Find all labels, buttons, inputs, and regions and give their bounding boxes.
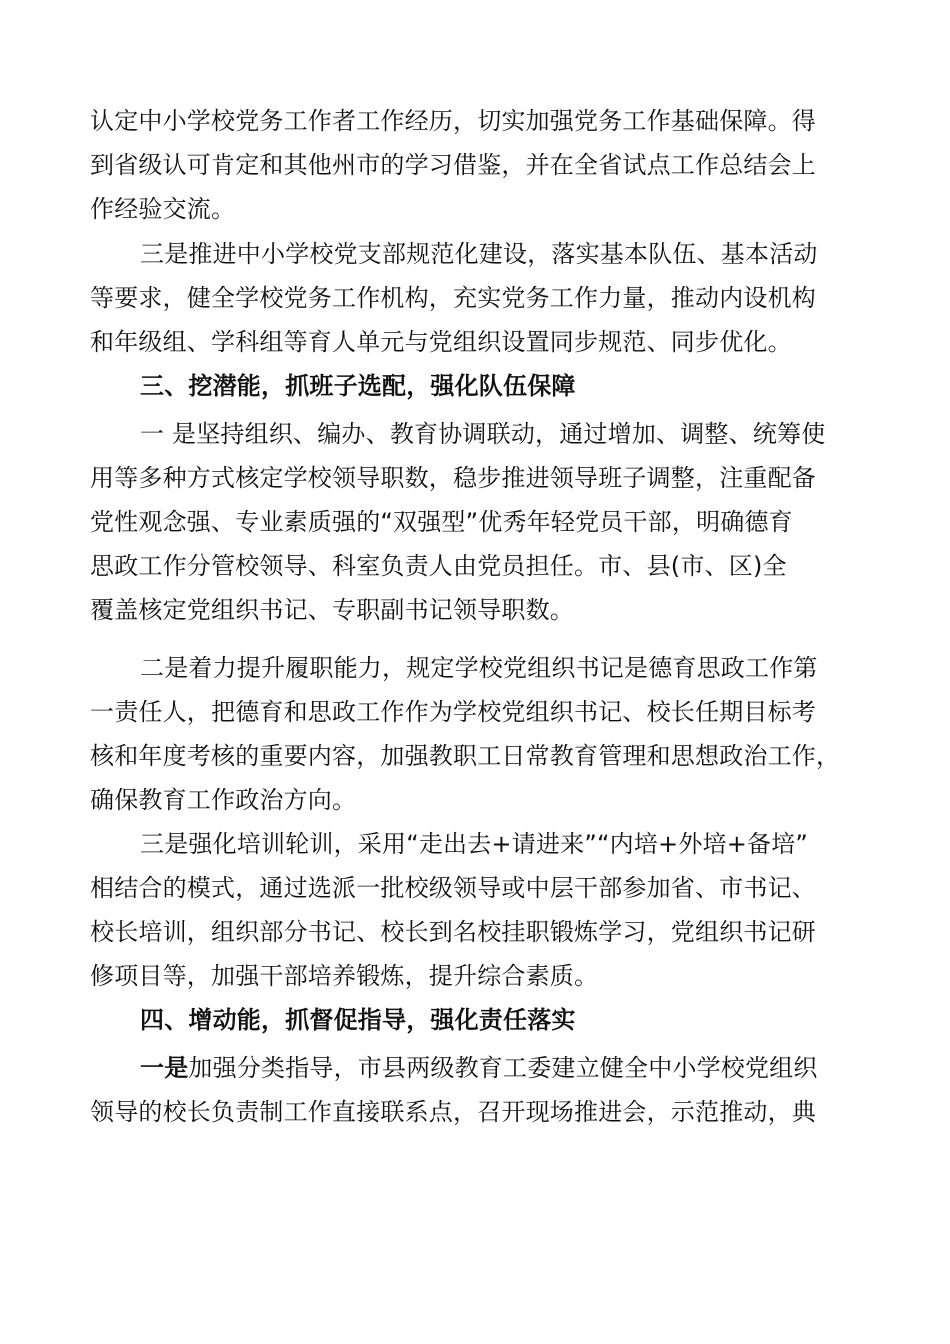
paragraph-line: 和年级组、学科组等育人单元与党组织设置同步规范、同步优化。 xyxy=(90,328,792,356)
section-heading: 三、挖潜能，抓班子选配，强化队伍保障 xyxy=(140,372,576,400)
paragraph-line: 校长培训，组织部分书记、校长到名校挂职锻炼学习，党组织书记研 xyxy=(90,918,816,946)
paragraph-line: 核和年度考核的重要内容，加强教职工日常教育管理和思想政治工作， xyxy=(90,742,841,770)
paragraph-text: 加强分类指导，市县两级教育工委建立健全中小学校党组织 xyxy=(188,1054,818,1082)
paragraph-line: 认定中小学校党务工作者工作经历，切实加强党务工作基础保障。得 xyxy=(90,107,816,135)
paragraph-line xyxy=(140,1051,818,1085)
paragraph-line: 作经验交流。 xyxy=(90,195,236,223)
paragraph-line: 党性观念强、专业素质强的“双强型”优秀年轻党员干部，明确德育 xyxy=(90,508,793,536)
paragraph-line: 二是着力提升履职能力，规定学校党组织书记是德育思政工作第 xyxy=(140,654,818,682)
paragraph-line: 确保教育工作政治方向。 xyxy=(90,786,357,814)
paragraph-line: 到省级认可肯定和其他州市的学习借鉴，并在全省试点工作总结会上 xyxy=(90,151,816,179)
paragraph-line: 三是强化培训轮训，采用“走出去+请进来”“内培+外培+备培” xyxy=(140,830,809,858)
paragraph-line: 思政工作分管校领导、科室负责人由党员担任。市、县(市、区)全 xyxy=(90,552,787,580)
section-heading: 四、增动能，抓督促指导，强化责任落实 xyxy=(140,1006,576,1034)
paragraph-line: 三是推进中小学校党支部规范化建设，落实基本队伍、基本活动 xyxy=(140,240,818,268)
paragraph-line: 相结合的模式，通过选派一批校级领导或中层干部参加省、市书记、 xyxy=(90,874,816,902)
paragraph-line: 一责任人，把德育和思政工作作为学校党组织书记、校长任期目标考 xyxy=(90,698,816,726)
paragraph-line: 用等多种方式核定学校领导职数，稳步推进领导班子调整，注重配备 xyxy=(90,464,816,492)
paragraph-lead: 一是 xyxy=(140,1054,189,1082)
paragraph-line: 修项目等，加强干部培养锻炼，提升综合素质。 xyxy=(90,962,599,990)
paragraph-line: 领导的校长负责制工作直接联系点，召开现场推进会，示范推动，典 xyxy=(90,1098,816,1126)
paragraph-line: 覆盖核定党组织书记、专职副书记领导职数。 xyxy=(90,596,574,624)
paragraph-line: 一 是坚持组织、编办、教育协调联动，通过增加、调整、统筹使 xyxy=(140,420,826,448)
paragraph-line: 等要求，健全学校党务工作机构，充实党务工作力量，推动内设机构 xyxy=(90,284,816,312)
